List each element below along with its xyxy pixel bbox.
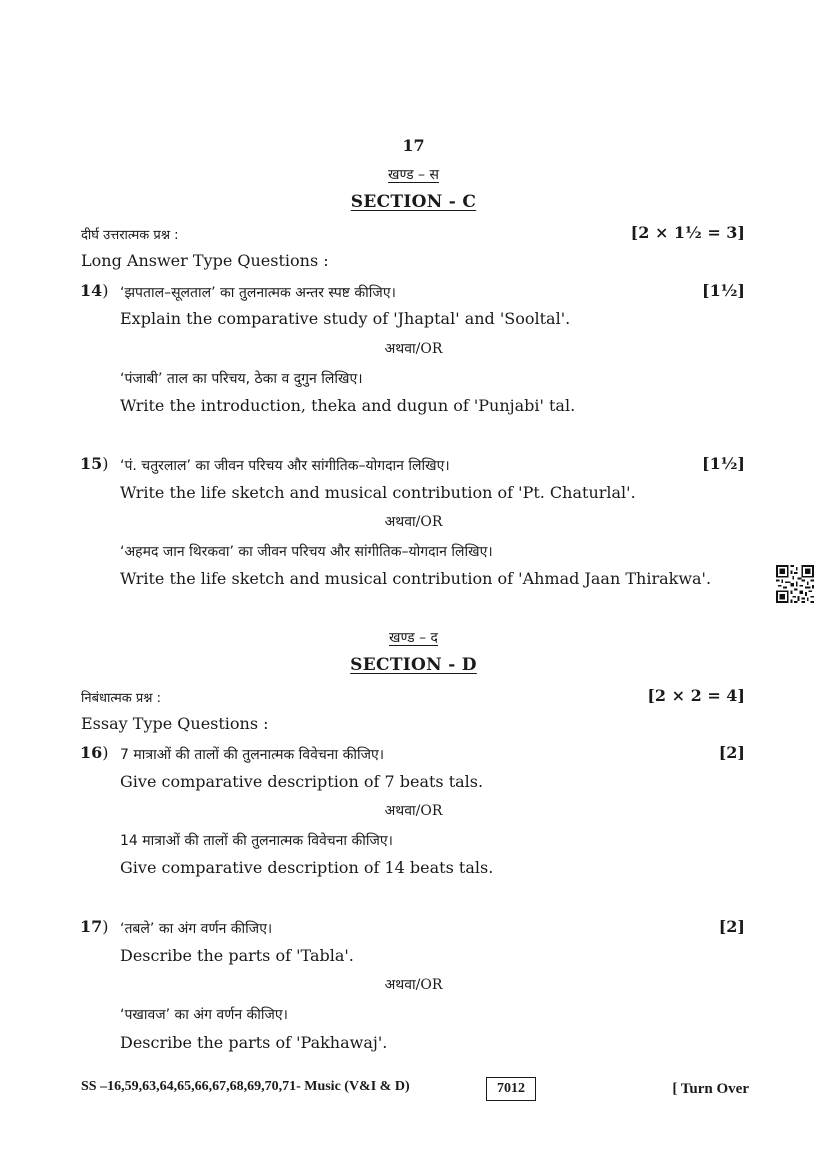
question-english: Describe the parts of 'Tabla'. xyxy=(120,946,354,965)
or-label: अथवा/OR xyxy=(384,977,443,993)
page-number: 17 xyxy=(402,136,425,155)
alt-question-hindi: ‘पखावज’ का अंग वर्णन कीजिए। xyxy=(120,1007,288,1023)
or-label: अथवा/OR xyxy=(384,341,443,357)
question-hindi: ‘तबले’ का अंग वर्णन कीजिए। xyxy=(120,921,273,937)
alt-question-english: Write the life sketch and musical contribution of 'Ahmad Jaan Thirakwa'. xyxy=(120,569,712,588)
question-hindi: ‘झपताल–सूलताल’ का तुलनात्मक अन्तर स्पष्ट कीजिए। xyxy=(120,285,396,301)
section-c-type-hindi: दीर्घ उत्तरात्मक प्रश्न : xyxy=(81,228,179,243)
question-marks: [2] xyxy=(718,743,745,762)
section-c-title: SECTION - C xyxy=(350,192,477,212)
question-number: 16) xyxy=(80,743,109,762)
section-c-marks-scheme: [2 × 1½ = 3] xyxy=(630,223,745,242)
or-label: अथवा/OR xyxy=(384,803,443,819)
question-english: Give comparative description of 7 beats tals. xyxy=(120,772,484,791)
alt-question-english: Write the introduction, theka and dugun of 'Punjabi' tal. xyxy=(120,396,576,415)
question-number: 14) xyxy=(80,281,109,300)
alt-question-hindi: ‘पंजाबी’ ताल का परिचय, ठेका व दुगुन लिखिए। xyxy=(120,371,363,387)
section-d-hindi-heading: खण्ड – द xyxy=(389,630,438,646)
alt-question-hindi: ‘अहमद जान थिरकवा’ का जीवन परिचय और सांगीतिक–योगदान लिखिए। xyxy=(120,544,493,560)
question-hindi: ‘पं. चतुरलाल’ का जीवन परिचय और सांगीतिक–योगदान लिखिए। xyxy=(120,458,450,474)
question-marks: [1½] xyxy=(702,454,745,473)
alt-question-english: Give comparative description of 14 beats tals. xyxy=(120,858,494,877)
question-marks: [2] xyxy=(718,917,745,936)
question-english: Explain the comparative study of 'Jhaptal' and 'Sooltal'. xyxy=(120,309,571,328)
question-hindi: 7 मात्राओं की तालों की तुलनात्मक विवेचना कीजिए। xyxy=(120,747,385,763)
question-marks: [1½] xyxy=(702,281,745,300)
section-d-type-english: Essay Type Questions : xyxy=(81,714,269,733)
question-number: 17) xyxy=(80,917,109,936)
alt-question-english: Describe the parts of 'Pakhawaj'. xyxy=(120,1033,388,1052)
section-d-marks-scheme: [2 × 2 = 4] xyxy=(647,686,745,705)
section-c-hindi-heading: खण्ड – स xyxy=(388,167,439,183)
question-number: 15) xyxy=(80,454,109,473)
footer-paper-code: SS –16,59,63,64,65,66,67,68,69,70,71- Music (V&I & D) xyxy=(81,1079,410,1094)
section-d-title: SECTION - D xyxy=(350,655,477,675)
footer-box-code: 7012 xyxy=(486,1077,536,1101)
qr-code-icon xyxy=(776,565,814,603)
section-d-type-hindi: निबंधात्मक प्रश्न : xyxy=(81,691,162,706)
footer-turn-over: [ Turn Over xyxy=(672,1081,749,1097)
section-c-type-english: Long Answer Type Questions : xyxy=(81,251,329,270)
or-label: अथवा/OR xyxy=(384,514,443,530)
alt-question-hindi: 14 मात्राओं की तालों की तुलनात्मक विवेचना कीजिए। xyxy=(120,833,393,849)
question-english: Write the life sketch and musical contribution of 'Pt. Chaturlal'. xyxy=(120,483,636,502)
